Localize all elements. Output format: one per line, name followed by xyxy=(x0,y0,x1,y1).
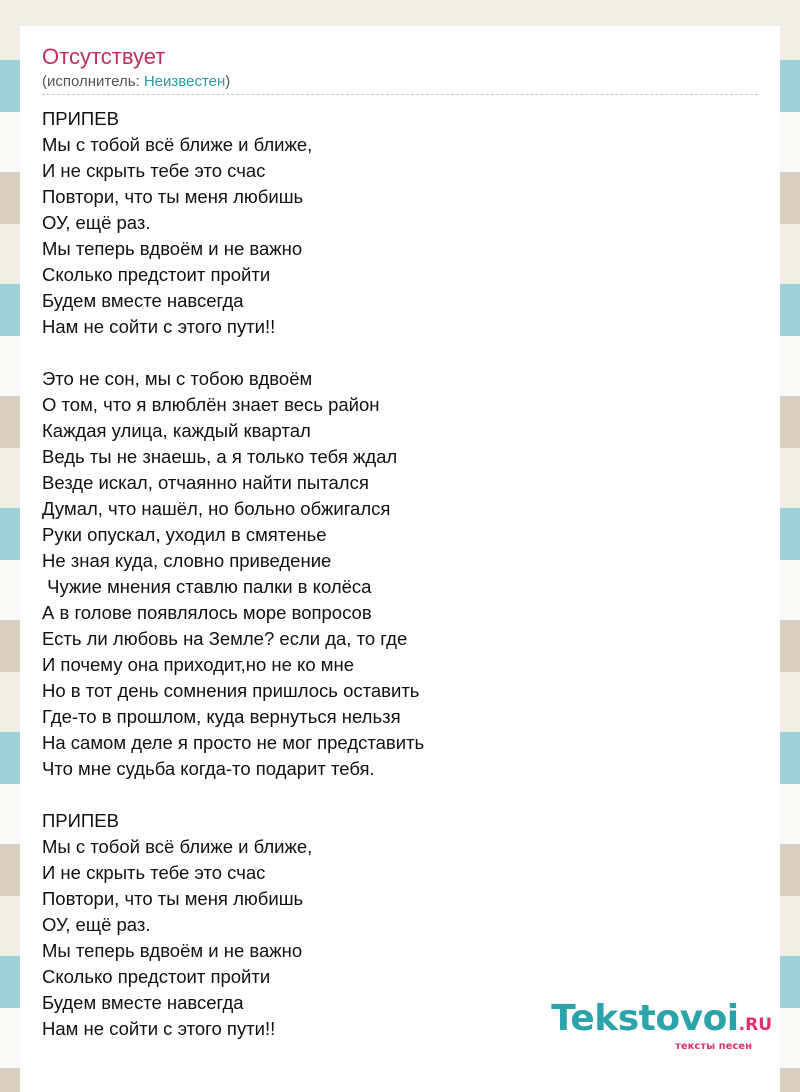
artist-prefix: (исполнитель: xyxy=(42,73,144,90)
lyric-line: И не скрыть тебе это счас xyxy=(42,160,266,181)
lyric-line: ОУ, ещё раз. xyxy=(42,212,151,233)
site-logo xyxy=(551,1000,772,1052)
lyric-blank-line xyxy=(42,340,762,366)
lyric-line: Это не сон, мы с тобою вдвоём xyxy=(42,368,313,389)
lyric-line: ПРИПЕВ xyxy=(42,810,119,831)
lyric-line: Будем вместе навсегда xyxy=(42,992,244,1013)
lyric-line: ОУ, ещё раз. xyxy=(42,914,151,935)
header-divider xyxy=(42,94,758,95)
lyric-line: Ведь ты не знаешь, а я только тебя ждал xyxy=(42,446,398,467)
artist-suffix: ) xyxy=(225,73,231,90)
lyric-line: Думал, что нашёл, но больно обжигался xyxy=(42,498,391,519)
lyric-line: Сколько предстоит пройти xyxy=(42,264,271,285)
lyrics-text xyxy=(42,106,762,1042)
logo-tld: .RU xyxy=(738,1015,772,1035)
lyric-line: Каждая улица, каждый квартал xyxy=(42,420,311,441)
lyric-line: О том, что я влюблён знает весь район xyxy=(42,394,380,415)
artist-link[interactable]: Неизвестен xyxy=(143,73,226,90)
lyric-line: Есть ли любовь на Земле? если да, то где xyxy=(42,628,408,649)
lyric-line: Где-то в прошлом, куда вернуться нельзя xyxy=(42,706,401,727)
lyric-line: И не скрыть тебе это счас xyxy=(42,862,266,883)
lyric-line: Мы с тобой всё ближе и ближе, xyxy=(42,134,313,155)
lyric-line: На самом деле я просто не мог представить xyxy=(42,732,425,753)
lyric-line: Будем вместе навсегда xyxy=(42,290,244,311)
lyric-line: Мы теперь вдвоём и не важно xyxy=(42,238,303,259)
lyric-line: Нам не сойти с этого пути!! xyxy=(42,316,276,337)
lyric-line: Везде искал, отчаянно найти пытался xyxy=(42,472,369,493)
logo-name: Tekstovoi xyxy=(551,998,739,1039)
logo-wordmark xyxy=(551,1000,772,1044)
lyric-line: Повтори, что ты меня любишь xyxy=(42,888,304,909)
lyric-line: Не зная куда, словно приведение xyxy=(42,550,332,571)
lyric-line: А в голове появлялось море вопросов xyxy=(42,602,372,623)
lyric-line: Повтори, что ты меня любишь xyxy=(42,186,304,207)
lyric-line: Что мне судьба когда-то подарит тебя. xyxy=(42,758,375,779)
lyrics-card xyxy=(20,26,780,1092)
logo-tagline: тексты песен xyxy=(675,1041,752,1052)
lyric-blank-line xyxy=(42,782,762,808)
lyric-line: Мы с тобой всё ближе и ближе, xyxy=(42,836,313,857)
lyric-line: И почему она приходит,но не ко мне xyxy=(42,654,355,675)
lyric-line: Мы теперь вдвоём и не важно xyxy=(42,940,303,961)
lyric-line: Чужие мнения ставлю палки в колёса xyxy=(42,576,372,597)
lyric-line: ПРИПЕВ xyxy=(42,108,119,129)
lyric-line: Сколько предстоит пройти xyxy=(42,966,271,987)
lyric-line: Но в тот день сомнения пришлось оставить xyxy=(42,680,420,701)
song-title: Отсутствует xyxy=(42,44,166,69)
lyric-line: Руки опускал, уходил в смятенье xyxy=(42,524,327,545)
artist-line xyxy=(42,73,230,91)
lyric-line: Нам не сойти с этого пути!! xyxy=(42,1018,276,1039)
